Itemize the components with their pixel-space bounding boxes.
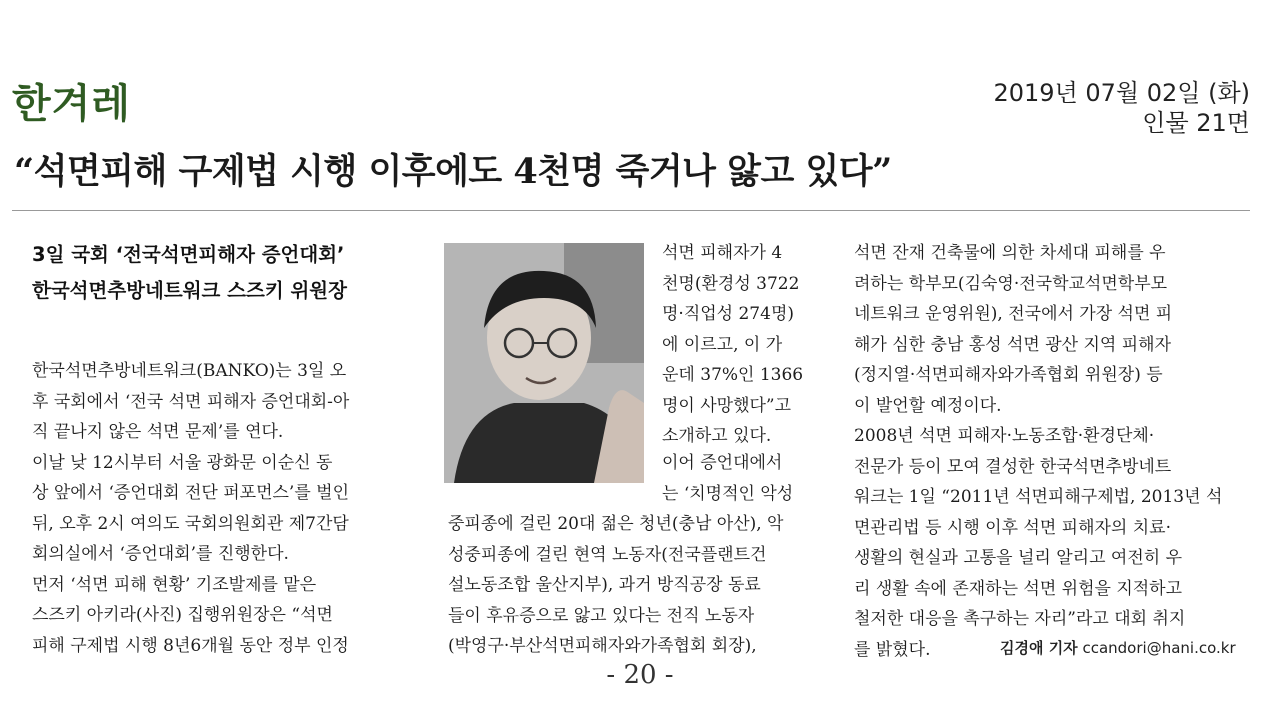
reporter-email: ccandori@hani.co.kr <box>1082 639 1236 657</box>
text-line: 네트워크 운영위원), 전국에서 가장 석면 피 <box>854 304 1173 324</box>
text-line: 생활의 현실과 고통을 널리 알리고 여전히 우 <box>854 548 1183 568</box>
text-line: 스즈키 아키라(사진) 집행위원장은 “석면 <box>32 605 333 625</box>
page-number: - 20 - <box>606 660 674 690</box>
byline <box>1000 637 1236 658</box>
publication-date: 2019년 07월 02일 (화) <box>993 79 1250 107</box>
text-line: 직 끝나지 않은 석면 문제’를 연다. <box>32 422 284 442</box>
text-line: 명이 사망했다”고 <box>662 395 792 416</box>
headline: “석면피해 구제법 시행 이후에도 4천명 죽거나 앓고 있다” <box>14 151 892 192</box>
text-line: 회의실에서 ‘증언대회’를 진행한다. <box>32 544 289 564</box>
article-column-3 <box>854 238 1249 665</box>
text-line: (박영구·부산석면피해자와가족협회 회장), <box>448 636 757 656</box>
text-line: 명·직업성 274명) <box>662 304 794 324</box>
text-line: 이날 낮 12시부터 서울 광화문 이순신 동 <box>32 452 333 473</box>
dateline <box>993 78 1250 138</box>
text-line: 중피종에 걸린 20대 젊은 청년(충남 아산), 악 <box>448 514 784 534</box>
section-label: 인물 21면 <box>1142 109 1250 137</box>
text-line: 한국석면추방네트워크(BANKO)는 3일 오 <box>32 361 347 381</box>
text-line: 소개하고 있다. <box>662 426 772 446</box>
text-line: 이어 증언대에서 <box>662 453 783 473</box>
text-line: 에 이르고, 이 가 <box>662 334 783 355</box>
article-column-2-bottom <box>448 509 838 662</box>
subheadline-line: 3일 국회 ‘전국석면피해자 증언대회’ <box>32 243 345 266</box>
text-line: 전문가 등이 모여 결성한 한국석면추방네트 <box>854 456 1172 477</box>
text-line: 성중피종에 걸린 현역 노동자(전국플랜트건 <box>448 544 767 565</box>
article-column-2-top <box>662 238 837 452</box>
text-line: 리 생활 속에 존재하는 석면 위험을 지적하고 <box>854 578 1183 599</box>
text-line: 운데 37%인 1366 <box>662 365 804 385</box>
text-line: 면관리법 등 시행 이후 석면 피해자의 치료· <box>854 517 1172 538</box>
text-line: 철저한 대응을 촉구하는 자리”라고 대회 취지 <box>854 609 1186 629</box>
text-line: 먼저 ‘석면 피해 현황’ 기조발제를 맡은 <box>32 574 317 595</box>
text-line: (정지열·석면피해자와가족협회 위원장) 등 <box>854 365 1163 385</box>
masthead-logo: 한겨레 <box>12 81 131 127</box>
text-line: 상 앞에서 ‘증언대회 전단 퍼포먼스’를 벌인 <box>32 483 350 503</box>
subheadline <box>32 237 422 309</box>
article-column-2-side <box>662 448 837 509</box>
headline-divider <box>12 210 1250 211</box>
subheadline-line: 한국석면추방네트워크 스즈키 위원장 <box>32 279 347 302</box>
text-line: 피해 구제법 시행 8년6개월 동안 정부 인정 <box>32 635 349 656</box>
text-line: 를 밝혔다. <box>854 639 931 660</box>
text-line: 워크는 1일 “2011년 석면피해구제법, 2013년 석 <box>854 487 1223 507</box>
text-line: 석면 잔재 건축물에 의한 차세대 피해를 우 <box>854 243 1166 263</box>
text-line: 는 ‘치명적인 악성 <box>662 483 794 504</box>
text-line: 석면 피해자가 4 <box>662 243 783 263</box>
reporter-name: 김경애 기자 <box>1000 639 1078 657</box>
text-line: 천명(환경성 3722 <box>662 273 800 294</box>
portrait-photo <box>444 243 644 483</box>
text-line: 해가 심한 충남 홍성 석면 광산 지역 피해자 <box>854 334 1172 355</box>
text-line: 뒤, 오후 2시 여의도 국회의원회관 제7간담 <box>32 513 349 534</box>
text-line: 설노동조합 울산지부), 과거 방직공장 동료 <box>448 575 761 595</box>
text-line: 려하는 학부모(김숙영·전국학교석면학부모 <box>854 273 1168 294</box>
text-line: 2008년 석면 피해자·노동조합·환경단체· <box>854 426 1155 446</box>
text-line: 후 국회에서 ‘전국 석면 피해자 증언대회-아 <box>32 391 350 412</box>
article-column-1 <box>32 356 427 661</box>
text-line: 들이 후유증으로 앓고 있다는 전직 노동자 <box>448 605 755 626</box>
portrait-illustration <box>444 243 644 483</box>
text-line: 이 발언할 예정이다. <box>854 395 1002 416</box>
